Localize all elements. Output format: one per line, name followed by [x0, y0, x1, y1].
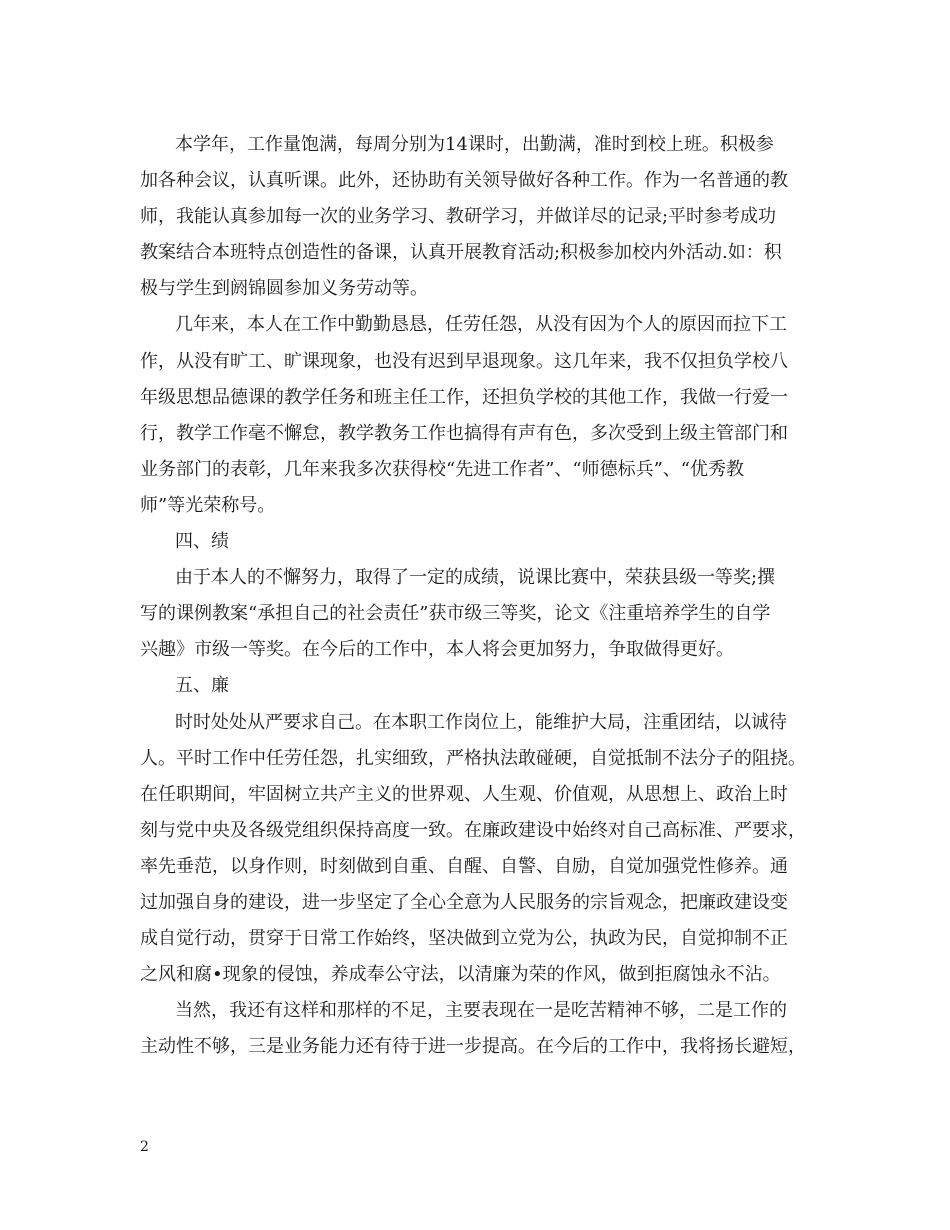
text-line: 五、廉	[175, 675, 229, 697]
text-line: 作，从没有旷工、旷课现象，也没有迟到早退现象。这几年来，我不仅担负学校八	[140, 350, 788, 372]
text-line: 当然，我还有这样和那样的不足，主要表现在一是吃苦精神不够，二是工作的	[175, 1000, 787, 1022]
text-line: 在任职期间，牢固树立共产主义的世界观、人生观、价值观，从思想上、政治上时	[140, 783, 788, 805]
text-line: 四、绩	[175, 531, 229, 553]
text-line: 时时处处从严要求自己。在本职工作岗位上，能维护大局，注重团结，以诚待	[175, 711, 787, 733]
text-line: 兴趣》市级一等奖。在今后的工作中，本人将会更加努力，争取做得更好。	[140, 639, 734, 661]
text-line: 师”等光荣称号。	[140, 494, 276, 516]
text-line: 成自觉行动，贯穿于日常工作始终，坚决做到立党为公，执政为民，自觉抑制不正	[140, 928, 788, 950]
text-line: 年级思想品德课的教学任务和班主任工作，还担负学校的其他工作，我做一行爱一	[140, 386, 788, 408]
text-line: 业务部门的表彰，几年来我多次获得校“先进工作者”、“师德标兵”、“优秀教	[140, 458, 745, 480]
text-line: 教案结合本班特点创造性的备课，认真开展教育活动;积极参加校内外活动.如：积	[140, 242, 782, 264]
document-body	[140, 127, 820, 1065]
text-line: 极与学生到阏锦圆参加义务劳动等。	[140, 278, 428, 300]
text-line: 本学年，工作量饱满，每周分别为14课时，出勤满，准时到校上班。积极参	[175, 134, 774, 155]
text-line: 行，教学工作毫不懈怠，教学教务工作也搞得有声有色，多次受到上级主管部门和	[140, 422, 788, 444]
page-number: 2	[140, 1139, 149, 1155]
text-line: 过加强自身的建设，进一步坚定了全心全意为人民服务的宗旨观念，把廉政建设变	[140, 891, 788, 913]
text-line: 师，我能认真参加每一次的业务学习、教研学习，并做详尽的记录;平时参考成功	[140, 206, 777, 228]
text-line: 之风和腐•现象的侵蚀，养成奉公守法，以清廉为荣的作风，做到拒腐蚀永不沾。	[140, 964, 781, 986]
text-line: 写的课例教案“承担自己的社会责任”获市级三等奖，论文《注重培养学生的自学	[140, 603, 771, 625]
text-line: 人。平时工作中任劳任怨，扎实细致，严格执法敢碰硬，自觉抵制不法分子的阻挠。	[140, 747, 806, 769]
text-line: 刻与党中央及各级党组织保持高度一致。在廉政建设中始终对自己高标准、严要求，	[140, 819, 806, 841]
text-line: 由于本人的不懈努力，取得了一定的成绩，说课比赛中，荣获县级一等奖;撰	[175, 567, 776, 589]
text-line: 加各种会议，认真听课。此外，还协助有关领导做好各种工作。作为一名普通的教	[140, 170, 788, 192]
text-line: 主动性不够，三是业务能力还有待于进一步提高。在今后的工作中，我将扬长避短，	[140, 1036, 806, 1058]
text-line: 率先垂范，以身作则，时刻做到自重、自醒、自警、自励，自觉加强党性修养。通	[140, 855, 788, 877]
text-line: 几年来，本人在工作中勤勤恳恳，任劳任怨，从没有因为个人的原因而拉下工	[175, 314, 787, 336]
